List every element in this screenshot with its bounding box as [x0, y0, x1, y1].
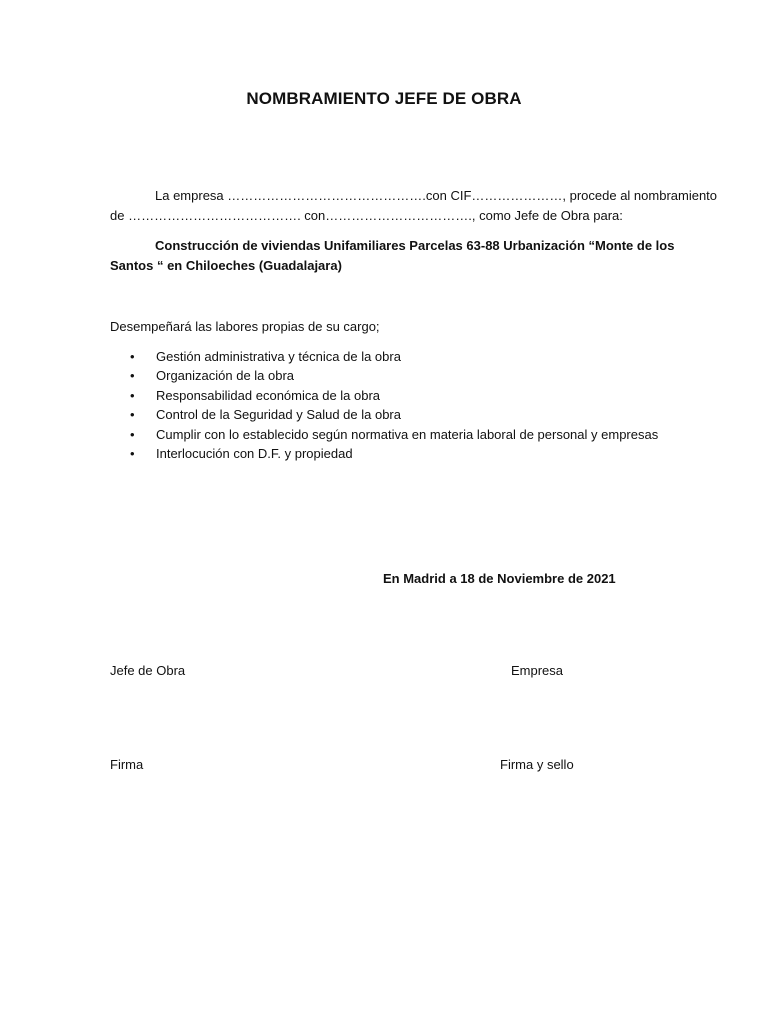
duty-text: Responsabilidad económica de la obra: [156, 387, 381, 403]
list-item: [130, 444, 658, 463]
bullet-icon: •: [130, 407, 135, 423]
signature-label-left: Firma: [110, 757, 144, 772]
bullet-icon: •: [130, 426, 135, 442]
duties-list: [130, 347, 658, 463]
bullet-icon: •: [130, 368, 135, 384]
bullet-icon: •: [130, 446, 135, 462]
list-item: [130, 347, 658, 366]
list-item: [130, 405, 658, 424]
duty-text: Interlocución con D.F. y propiedad: [156, 446, 353, 462]
list-item: [130, 366, 658, 385]
project-line-1: Construcción de viviendas Unifamiliares Parcelas 63-88 Urbanización “Monte de los: [155, 238, 675, 253]
duty-text: Gestión administrativa y técnica de la obra: [156, 349, 401, 364]
duty-text: Cumplir con lo establecido según normativa en materia laboral de personal y empresas: [156, 426, 659, 442]
date-line: En Madrid a 18 de Noviembre de 2021: [383, 571, 616, 586]
company-paragraph-line-2: de …………………………………. con……………………………., como Jefe de Obra para:: [110, 208, 623, 223]
list-item: [130, 425, 658, 444]
signature-role-site-manager: Jefe de Obra: [110, 663, 186, 678]
project-line-2: Santos “ en Chiloeches (Guadalajara): [110, 258, 342, 273]
duties-intro: Desempeñará las labores propias de su cargo;: [110, 319, 380, 334]
duty-text: Organización de la obra: [156, 368, 295, 384]
bullet-icon: •: [130, 387, 135, 403]
list-item: [130, 386, 658, 405]
document-title: NOMBRAMIENTO JEFE DE OBRA: [246, 89, 522, 108]
bullet-icon: •: [130, 349, 135, 364]
signature-role-company: Empresa: [511, 663, 564, 678]
company-paragraph-line-1: La empresa ……………………………………….con CIF…………………, procede al nombramiento: [155, 188, 718, 203]
signature-label-right: Firma y sello: [500, 757, 574, 772]
duty-text: Control de la Seguridad y Salud de la obra: [156, 407, 401, 423]
